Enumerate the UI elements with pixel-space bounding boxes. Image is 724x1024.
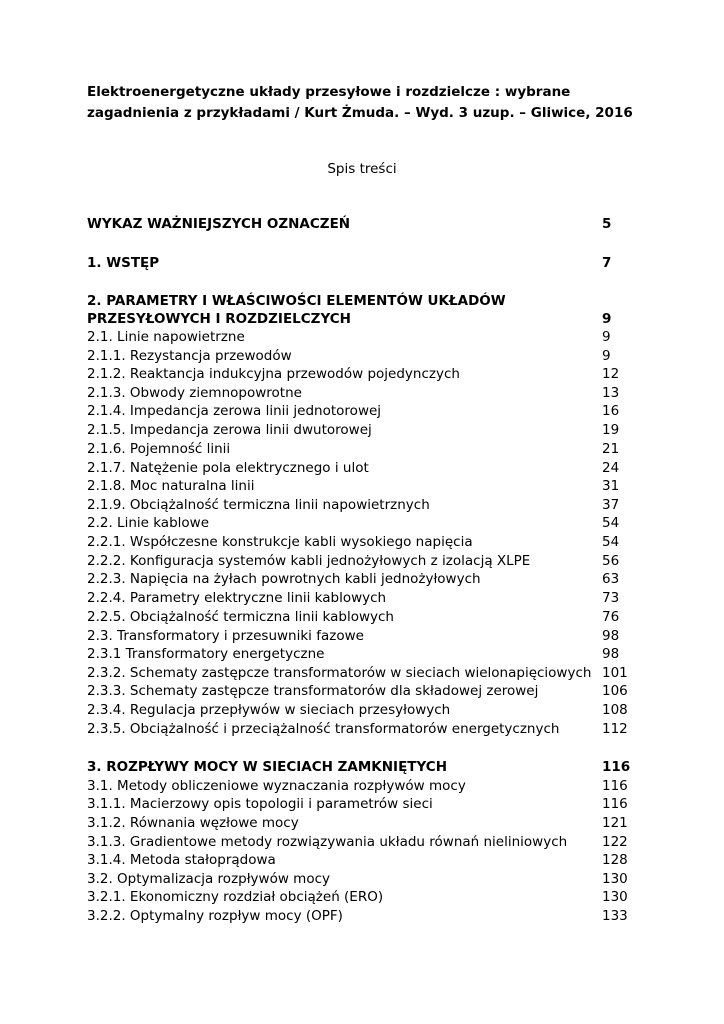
- toc-entry-title: 3.1.2. Równania węzłowe mocy: [87, 815, 299, 831]
- toc-entry-title: 2.2.5. Obciążalność termiczna linii kablowych: [87, 609, 394, 625]
- toc-entry: [87, 870, 632, 888]
- toc-entry-page-number: 128: [602, 852, 628, 868]
- toc-entry-page-number: 116: [602, 778, 628, 794]
- toc-entry-page-number: 98: [602, 628, 620, 644]
- toc-entry: [87, 645, 632, 663]
- toc-entry-page-number: 130: [602, 889, 628, 905]
- toc-entry: [87, 421, 632, 439]
- toc-entry-page-number: 54: [602, 534, 620, 550]
- toc-entry-title: 2.1.5. Impedancja zerowa linii dwutorowej: [87, 422, 372, 438]
- book-title-line-1: Elektroenergetyczne układy przesyłowe i rozdzielcze : wybrane: [87, 84, 571, 100]
- toc-entry-title: 2.2.3. Napięcia na żyłach powrotnych kabli jednożyłowych: [87, 571, 481, 587]
- book-title: [87, 82, 667, 124]
- toc-entry: [87, 814, 632, 832]
- toc-entry: [87, 833, 632, 851]
- toc-entry-title: PRZESYŁOWYCH I ROZDZIELCZYCH: [87, 311, 351, 327]
- toc-chapter-entry: [87, 254, 632, 272]
- toc-entry-title: 2.1.6. Pojemność linii: [87, 441, 231, 457]
- toc-entry: [87, 589, 632, 607]
- toc-entry-title: 2.3. Transformatory i przesuwniki fazowe: [87, 628, 364, 644]
- toc-entry: [87, 777, 632, 795]
- toc-entry-title: 2.3.1 Transformatory energetyczne: [87, 646, 325, 662]
- toc-entry-page-number: 37: [602, 497, 620, 513]
- toc-entry-page-number: 106: [602, 683, 628, 699]
- toc-chapter-entry: [87, 758, 632, 776]
- toc-entry-title: 2.3.2. Schematy zastępcze transformatorów w sieciach wielonapięciowych: [87, 665, 592, 681]
- toc-entry-page-number: 76: [602, 609, 620, 625]
- toc-entry-title: 3.2.1. Ekonomiczny rozdział obciążeń (ERO): [87, 889, 384, 905]
- toc-entry: [87, 533, 632, 551]
- toc-entry: [87, 682, 632, 700]
- toc-entry: [87, 664, 632, 682]
- toc-entry-page-number: 21: [602, 441, 620, 457]
- toc-entry: [87, 570, 632, 588]
- toc-chapter-entry: [87, 215, 632, 233]
- toc-entry: [87, 514, 632, 532]
- toc-entry-page-number: 63: [602, 571, 620, 587]
- toc-entry-page-number: 108: [602, 702, 628, 718]
- toc-entry-title: 3. ROZPŁYWY MOCY W SIECIACH ZAMKNIĘTYCH: [87, 759, 448, 775]
- toc-entry-title: 1. WSTĘP: [87, 255, 160, 271]
- toc-entry-page-number: 121: [602, 815, 628, 831]
- toc-entry: [87, 701, 632, 719]
- toc-entry-title: 2.3.4. Regulacja przepływów w sieciach przesyłowych: [87, 702, 451, 718]
- toc-entry-title: 2.2. Linie kablowe: [87, 515, 210, 531]
- toc-entry: [87, 402, 632, 420]
- toc-entry-title: 3.2.2. Optymalny rozpływ mocy (OPF): [87, 908, 343, 924]
- toc-entry-title: 3.1.1. Macierzowy opis topologii i parametrów sieci: [87, 796, 433, 812]
- toc-entry-page-number: 112: [602, 721, 628, 737]
- toc-entry-page-number: 116: [602, 796, 628, 812]
- toc-chapter-entry: [87, 292, 632, 310]
- toc-entry-title: 2.1.7. Natężenie pola elektrycznego i ulot: [87, 460, 369, 476]
- toc-entry-title: 2.2.2. Konfiguracja systemów kabli jednożyłowych z izolacją XLPE: [87, 553, 531, 569]
- toc-entry: [87, 720, 632, 738]
- toc-entry-page-number: 12: [602, 366, 620, 382]
- toc-entry-page-number: 19: [602, 422, 620, 438]
- toc-entry-page-number: 133: [602, 908, 628, 924]
- toc-entry-title: 3.2. Optymalizacja rozpływów mocy: [87, 871, 330, 887]
- toc-entry-page-number: 5: [602, 216, 612, 232]
- toc-entry-page-number: 9: [602, 311, 612, 327]
- toc-heading: Spis treści: [327, 161, 397, 177]
- toc-entry-title: WYKAZ WAŻNIEJSZYCH OZNACZEŃ: [87, 216, 351, 232]
- toc-entry-page-number: 24: [602, 460, 620, 476]
- toc-entry-title: 2.3.3. Schematy zastępcze transformatorów dla składowej zerowej: [87, 683, 539, 699]
- toc-entry-title: 2.1.1. Rezystancja przewodów: [87, 348, 292, 364]
- toc-entry-page-number: 98: [602, 646, 620, 662]
- toc-entry-title: 2.2.1. Współczesne konstrukcje kabli wysokiego napięcia: [87, 534, 473, 550]
- toc-entry: [87, 365, 632, 383]
- toc-entry: [87, 459, 632, 477]
- toc-entry: [87, 608, 632, 626]
- toc-entry: [87, 328, 632, 346]
- toc-entry-page-number: 101: [602, 665, 628, 681]
- toc-entry-page-number: 130: [602, 871, 628, 887]
- toc-entry: [87, 496, 632, 514]
- toc-entry-page-number: 31: [602, 478, 620, 494]
- toc-entry-page-number: 9: [602, 329, 611, 345]
- toc-entry-title: 2.1.8. Moc naturalna linii: [87, 478, 255, 494]
- toc-entry-title: 2.2.4. Parametry elektryczne linii kablowych: [87, 590, 387, 606]
- toc-entry: [87, 795, 632, 813]
- toc-entry: [87, 347, 632, 365]
- book-title-line-2: zagadnienia z przykładami / Kurt Żmuda. – Wyd. 3 uzup. – Gliwice, 2016: [87, 105, 633, 121]
- toc-entry-title: 3.1.3. Gradientowe metody rozwiązywania układu równań nieliniowych: [87, 834, 568, 850]
- toc-entry-title: 3.1.4. Metoda stałoprądowa: [87, 852, 276, 868]
- toc-entry: [87, 907, 632, 925]
- toc-entry: [87, 851, 632, 869]
- toc-entry: [87, 888, 632, 906]
- toc-entry-page-number: 16: [602, 403, 620, 419]
- toc-entry-page-number: 7: [602, 255, 612, 271]
- toc-entry-page-number: 9: [602, 348, 611, 364]
- toc-entry-title: 2.1.2. Reaktancja indukcyjna przewodów pojedynczych: [87, 366, 460, 382]
- toc-entry-page-number: 13: [602, 385, 620, 401]
- toc-entry-title: 2.1.9. Obciążalność termiczna linii napowietrznych: [87, 497, 430, 513]
- toc-entry: [87, 440, 632, 458]
- toc-entry: [87, 384, 632, 402]
- toc-chapter-entry: [87, 310, 632, 328]
- toc-entry: [87, 477, 632, 495]
- toc-entry: [87, 552, 632, 570]
- toc-entry-page-number: 116: [602, 759, 631, 775]
- toc-entry-page-number: 56: [602, 553, 620, 569]
- toc-entry: [87, 627, 632, 645]
- toc-entry-page-number: 73: [602, 590, 620, 606]
- toc-entry-title: 2.3.5. Obciążalność i przeciążalność transformatorów energetycznych: [87, 721, 560, 737]
- toc-entry-title: 2.1.3. Obwody ziemnopowrotne: [87, 385, 302, 401]
- toc-entry-title: 3.1. Metody obliczeniowe wyznaczania rozpływów mocy: [87, 778, 466, 794]
- toc-entry-title: 2. PARAMETRY I WŁAŚCIWOŚCI ELEMENTÓW UKŁADÓW: [87, 293, 506, 309]
- toc-entry-page-number: 54: [602, 515, 620, 531]
- toc-entry-title: 2.1. Linie napowietrzne: [87, 329, 245, 345]
- toc-entry-title: 2.1.4. Impedancja zerowa linii jednotorowej: [87, 403, 382, 419]
- toc-entry-page-number: 122: [602, 834, 628, 850]
